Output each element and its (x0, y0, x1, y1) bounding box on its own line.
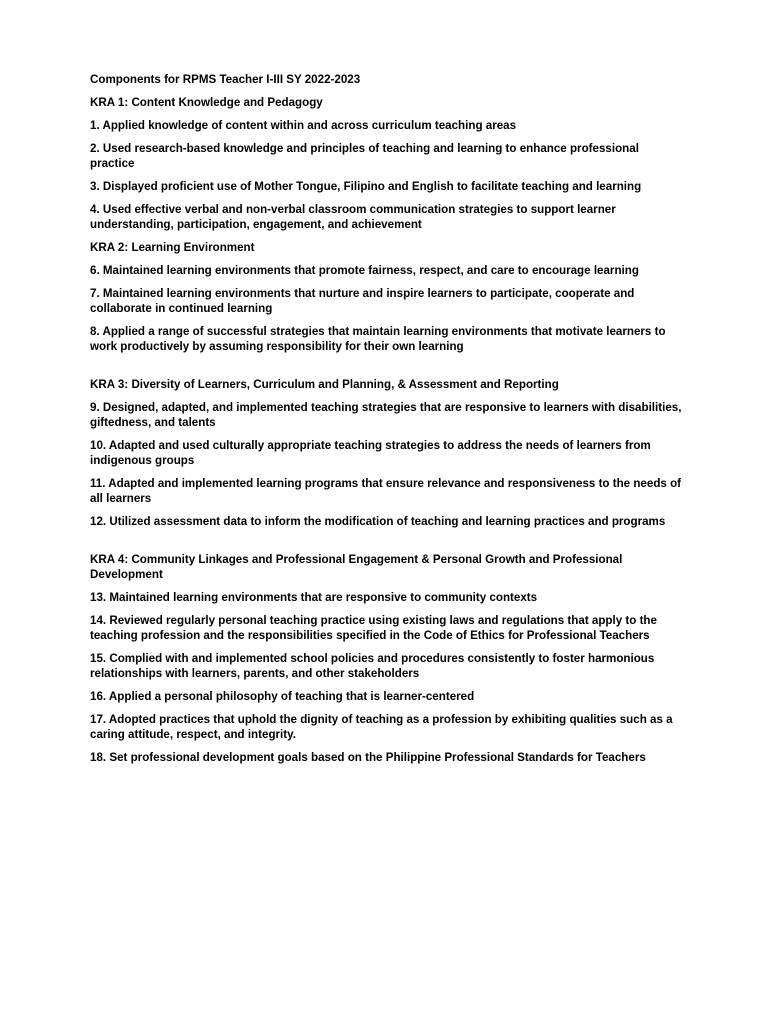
kra-4-item: 15. Complied with and implemented school policies and procedures consistently to foster harmonious relationships with learners, parents, and other stakeholders (90, 652, 655, 680)
kra-4-item: 14. Reviewed regularly personal teaching practice using existing laws and regulations that apply to the teaching profession and the responsibilities specified in the Code of Ethics for Professional Teachers (90, 614, 657, 642)
kra-1-item: 3. Displayed proficient use of Mother Tongue, Filipino and English to facilitate teaching and learning (90, 180, 642, 193)
kra-2-item: 7. Maintained learning environments that nurture and inspire learners to participate, cooperate and collaborate in continued learning (90, 287, 635, 315)
kra-3-heading: KRA 3: Diversity of Learners, Curriculum and Planning, & Assessment and Reporting (90, 378, 559, 391)
kra-3-item: 11. Adapted and implemented learning programs that ensure relevance and responsiveness to the needs of all learners (90, 477, 682, 505)
kra-4-item: 17. Adopted practices that uphold the dignity of teaching as a profession by exhibiting qualities such as a caring attitude, respect, and integrity. (90, 713, 673, 741)
kra-3-item: 10. Adapted and used culturally appropriate teaching strategies to address the needs of learners from indigenous groups (90, 439, 651, 467)
kra-2-item: 8. Applied a range of successful strategies that maintain learning environments that motivate learners to work productively by assuming responsibility for their own learning (90, 325, 666, 353)
kra-4-item: 18. Set professional development goals based on the Philippine Professional Standards for Teachers (90, 751, 646, 764)
kra-4-item: 13. Maintained learning environments that are responsive to community contexts (90, 591, 538, 604)
kra-1-item: 2. Used research-based knowledge and principles of teaching and learning to enhance professional practice (90, 142, 639, 170)
section-gap (90, 537, 684, 552)
section-gap (90, 362, 684, 377)
kra-4-item: 16. Applied a personal philosophy of teaching that is learner-centered (90, 690, 475, 703)
document-title: Components for RPMS Teacher I-III SY 2022-2023 (90, 73, 361, 86)
kra-3-item: 9. Designed, adapted, and implemented teaching strategies that are responsive to learners with disabilities, giftedness, and talents (90, 401, 682, 429)
kra-1-heading: KRA 1: Content Knowledge and Pedagogy (90, 96, 323, 109)
kra-2-heading: KRA 2: Learning Environment (90, 241, 255, 254)
kra-1-item: 4. Used effective verbal and non-verbal classroom communication strategies to support learner understanding, participation, engagement, and achievement (90, 203, 616, 231)
kra-3-item: 12. Utilized assessment data to inform the modification of teaching and learning practices and programs (90, 515, 666, 528)
kra-2-item: 6. Maintained learning environments that promote fairness, respect, and care to encourage learning (90, 264, 639, 277)
kra-4-heading: KRA 4: Community Linkages and Professional Engagement & Personal Growth and Professional Development (90, 553, 623, 581)
kra-1-item: 1. Applied knowledge of content within and across curriculum teaching areas (90, 119, 517, 132)
